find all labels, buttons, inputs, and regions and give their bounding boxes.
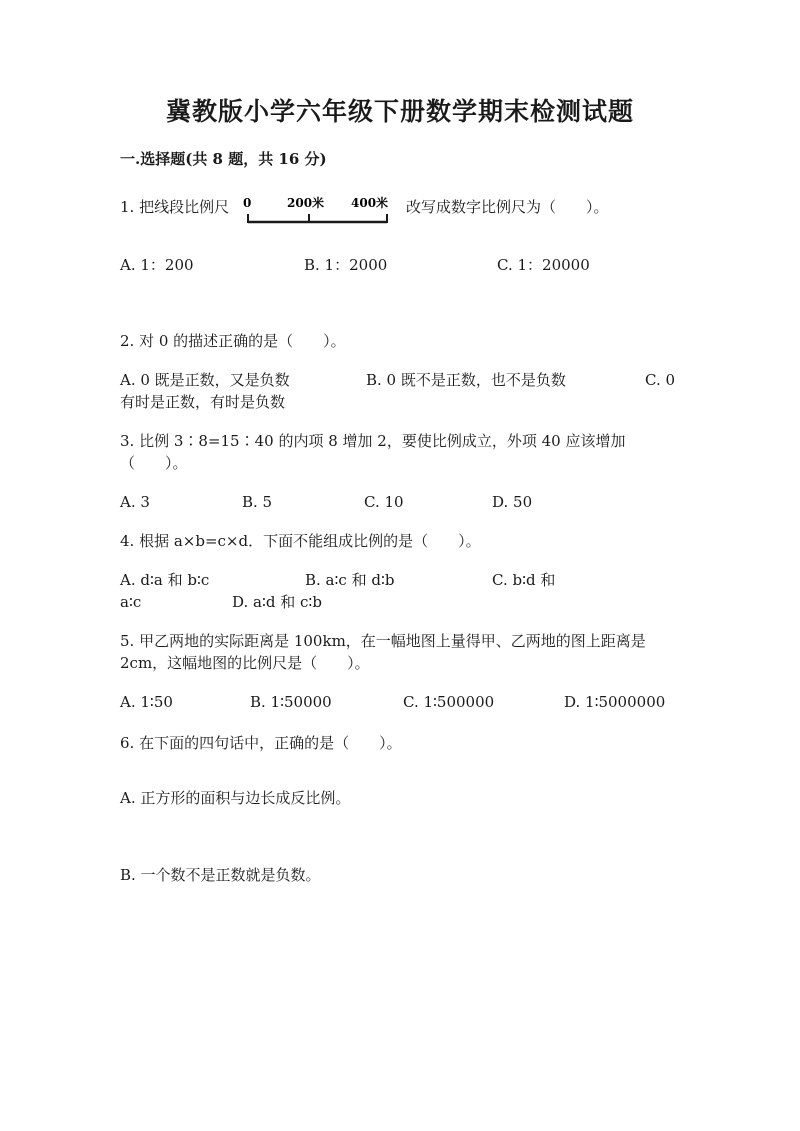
q2-option-c-continued[interactable]: 有时是正数，有时是负数 (120, 393, 286, 411)
q6-option-b[interactable]: B. 一个数不是正数就是负数。 (120, 866, 321, 884)
q4-option-d[interactable]: D. a∶d 和 c∶b (232, 593, 322, 611)
scale-bar-graphic (243, 190, 393, 230)
q3-option-c[interactable]: C. 10 (364, 493, 404, 511)
line-scale-bar (243, 190, 393, 230)
q5-option-c[interactable]: C. 1∶500000 (403, 693, 495, 711)
q5-option-b[interactable]: B. 1∶50000 (250, 693, 332, 711)
q3-option-a[interactable]: A. 3 (120, 493, 150, 511)
q1-option-a[interactable]: A. 1：200 (120, 256, 194, 274)
question-1-stem-prefix: 1. 把线段比例尺 (120, 198, 230, 216)
q6-option-a[interactable]: A. 正方形的面积与边长成反比例。 (120, 789, 351, 807)
q2-option-b[interactable]: B. 0 既不是正数，也不是负数 (366, 371, 566, 389)
q4-option-a[interactable]: A. d∶a 和 b∶c (120, 571, 210, 589)
question-3-stem-line-1: 3. 比例 3∶8=15∶40 的内项 8 增加 2，要使比例成立，外项 40 应该增加 (120, 432, 626, 450)
q4-option-b[interactable]: B. a∶c 和 d∶b (305, 571, 395, 589)
q1-option-b[interactable]: B. 1：2000 (304, 256, 388, 274)
q1-option-c[interactable]: C. 1：20000 (497, 256, 590, 274)
section-heading: 一.选择题(共 8 题，共 16 分) (120, 150, 327, 168)
q3-option-b[interactable]: B. 5 (242, 493, 273, 511)
q3-option-d[interactable]: D. 50 (492, 493, 533, 511)
question-1-stem-suffix: 改写成数字比例尺为（ ）。 (406, 198, 609, 216)
scale-label-400: 400米 (351, 196, 389, 210)
question-3-stem-line-2: （ ）。 (120, 454, 188, 472)
q4-option-c[interactable]: C. b∶d 和 (492, 571, 556, 589)
scale-label-0: 0 (243, 196, 252, 210)
scale-label-200: 200米 (287, 196, 325, 210)
page-title: 冀教版小学六年级下册数学期末检测试题 (165, 97, 634, 126)
q5-option-d[interactable]: D. 1∶5000000 (564, 693, 666, 711)
question-5-stem-line-1: 5. 甲乙两地的实际距离是 100km，在一幅地图上量得甲、乙两地的图上距离是 (120, 632, 646, 650)
question-2-stem: 2. 对 0 的描述正确的是（ ）。 (120, 332, 346, 350)
q5-option-a[interactable]: A. 1∶50 (120, 693, 173, 711)
question-4-stem: 4. 根据 a×b=c×d．下面不能组成比例的是（ ）。 (120, 532, 481, 550)
q4-option-c-continued[interactable]: a∶c (120, 593, 142, 611)
q2-option-a[interactable]: A. 0 既是正数，又是负数 (120, 371, 290, 389)
question-5-stem-line-2: 2cm，这幅地图的比例尺是（ ）。 (120, 654, 370, 672)
question-6-stem: 6. 在下面的四句话中，正确的是（ ）。 (120, 734, 402, 752)
q2-option-c[interactable]: C. 0 (645, 371, 676, 389)
